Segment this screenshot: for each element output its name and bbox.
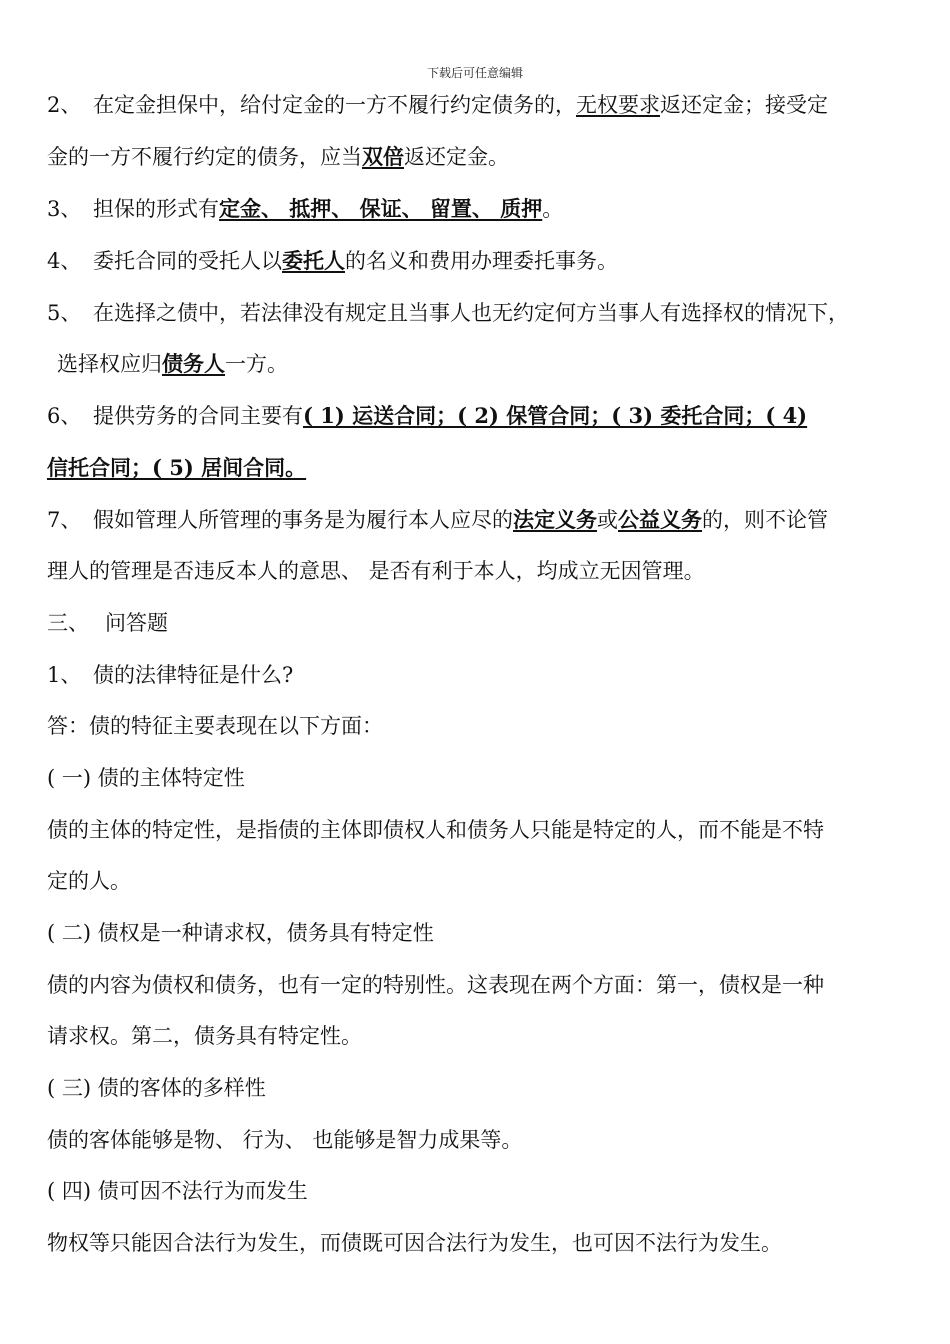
answer-point-body: 债的客体能够是物、 行为、 也能够是智力成果等。 (47, 1128, 523, 1152)
answer-point-body: 债的主体的特定性，是指债的主体即债权人和债务人只能是特定的人，而不能是不特 (47, 818, 824, 842)
item-text: 在定金担保中，给付定金的一方不履行约定债务的， (93, 93, 576, 117)
item-text: 或 (597, 508, 618, 532)
item-text: 金的一方不履行约定的债务，应当 (47, 145, 362, 169)
item-4-line-1 (47, 246, 907, 276)
item-7-line-2 (47, 556, 907, 586)
fill-in-answer: 法定义务 (513, 507, 597, 532)
item-number: 2、 (47, 93, 82, 117)
page-header: 下载后可任意编辑 (426, 66, 523, 80)
item-number: 4、 (47, 249, 82, 273)
answer-point-heading: ( 二) 债权是一种请求权，债务具有特定性 (47, 921, 434, 945)
item-6-line-2 (47, 453, 907, 483)
item-2-line-2 (47, 142, 907, 172)
item-text: 担保的形式有 (93, 197, 219, 221)
answer-point-body: 请求权。第二，债务具有特定性。 (47, 1024, 362, 1048)
question-text: 债的法律特征是什么? (93, 663, 294, 687)
item-number: 7、 (47, 508, 82, 532)
item-text: 。 (542, 197, 564, 221)
question-1 (47, 660, 907, 690)
item-6-line-1 (47, 401, 907, 431)
item-text: 返还定金；接受定 (660, 93, 828, 117)
answer-point-heading: ( 一) 债的主体特定性 (47, 766, 245, 790)
fill-in-answer: 双倍 (362, 144, 404, 169)
section-heading (47, 608, 907, 638)
item-text: 的名义和费用办理委托事务。 (345, 249, 618, 273)
item-3-line-1 (47, 194, 907, 224)
fill-in-answer: 信托合同；( 5) 居间合同。 (47, 455, 307, 480)
fill-in-answer: 公益义务 (618, 507, 702, 532)
item-text: 返还定金。 (404, 145, 509, 169)
item-number: 5、 (47, 301, 82, 325)
item-text: 的，则不论管 (702, 508, 828, 532)
item-7-line-1 (47, 505, 907, 535)
item-number: 6、 (47, 404, 82, 428)
fill-in-answer: 债务人 (162, 351, 225, 376)
fill-in-answer: 无权要求 (576, 93, 660, 117)
item-5-line-2 (57, 349, 917, 379)
question-number: 1、 (47, 663, 82, 687)
section-number: 三、 (47, 611, 89, 635)
item-text: 提供劳务的合同主要有 (93, 404, 303, 428)
fill-in-answer: ( 1) 运送合同；( 2) 保管合同；( 3) 委托合同；( 4) (303, 403, 808, 428)
item-5-line-1 (47, 298, 927, 328)
item-text: 在选择之债中，若法律没有规定且当事人也无约定何方当事人有选择权的情况下， (93, 301, 849, 325)
answer-point-body: 物权等只能因合法行为发生，而债既可因合法行为发生，也可因不法行为发生。 (47, 1231, 782, 1255)
answer-point-body: 债的内容为债权和债务，也有一定的特别性。这表现在两个方面：第一，债权是一种 (47, 973, 824, 997)
item-text: 委托合同的受托人以 (93, 249, 282, 273)
item-text: 一方。 (225, 352, 288, 376)
answer-point-heading: ( 四) 债可因不法行为而发生 (47, 1179, 308, 1203)
item-number: 3、 (47, 197, 82, 221)
item-text: 假如管理人所管理的事务是为履行本人应尽的 (93, 508, 513, 532)
fill-in-answer: 定金、 抵押、 保证、 留置、 质押 (219, 196, 543, 221)
answer-intro: 答：债的特征主要表现在以下方面： (47, 714, 383, 738)
answer-point-heading: ( 三) 债的客体的多样性 (47, 1076, 266, 1100)
item-text: 理人的管理是否违反本人的意思、 是否有利于本人，均成立无因管理。 (47, 559, 705, 583)
fill-in-answer: 委托人 (282, 248, 345, 273)
item-2-line-1 (47, 90, 907, 120)
answer-point-body: 定的人。 (47, 869, 131, 893)
section-title: 问答题 (105, 611, 168, 635)
item-text: 选择权应归 (57, 352, 162, 376)
